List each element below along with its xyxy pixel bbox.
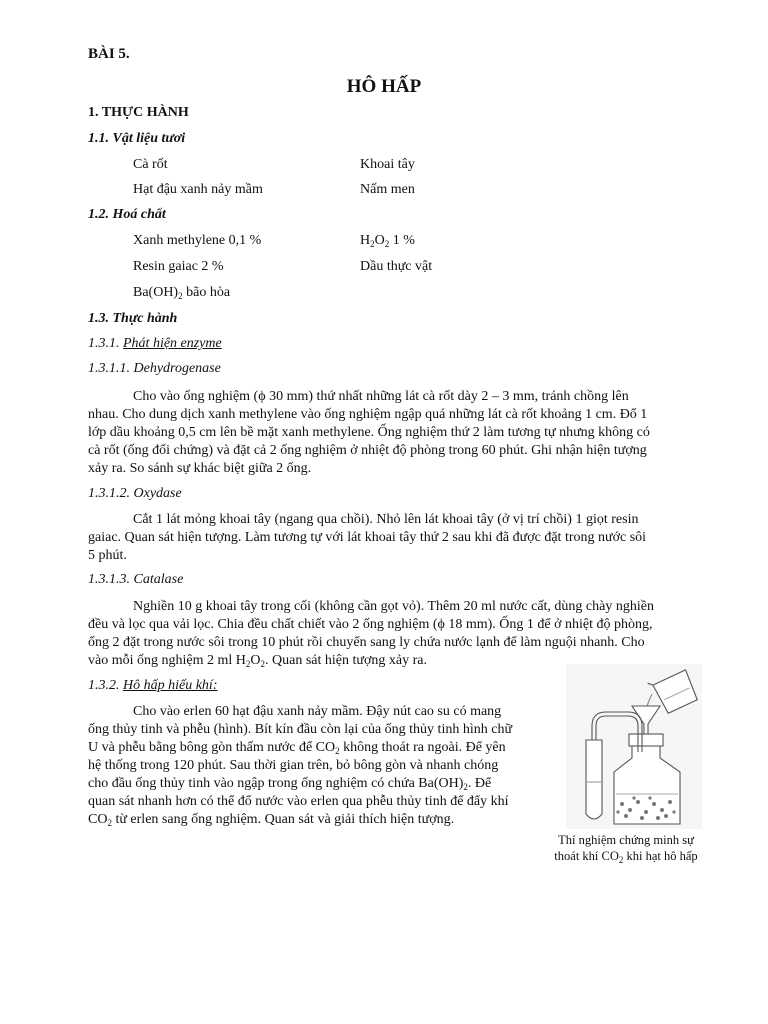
chemical-item: Dầu thực vật	[360, 259, 433, 274]
section-1-2-heading: 1.2. Hoá chất	[88, 207, 166, 222]
section-1-3-1-1-heading: 1.3.1.1. Dehydrogenase	[88, 361, 221, 376]
section-1-3-1-heading: 1.3.1. Phát hiện enzyme	[88, 336, 222, 351]
section-1-3-1-3-heading: 1.3.1.3. Catalase	[88, 572, 184, 587]
page-title: HÔ HẤP	[346, 76, 422, 97]
material-item: Khoai tây	[360, 157, 415, 172]
oxydase-paragraph: Cắt 1 lát mỏng khoai tây (ngang qua chồi). Nhỏ lên lát khoai tây (ở vị trí chồi) 1 giọt resin gaiac. Quan sát hiện tượng. Làm tương tự với lát khoai tây thứ 2 sau khi đã được đặt trong nước sôi 5 phút.	[88, 512, 647, 563]
dehydrogenase-paragraph: Cho vào ống nghiệm (ϕ 30 mm) thứ nhất những lát cà rốt dày 2 – 3 mm, tránh chồng lên nhau. Cho dung dịch xanh methylene vào ống nghiệm ngập quá những lát cà rốt khoảng 1 cm. Đổ 1 lớp dầu khoảng 0,5 cm lên bề mặt xanh methylene. Ống nghiệm thứ 2 làm tương tự nhưng không có cà rốt (ống đối chứng) và đặt cả 2 ống nghiệm ở nhiệt độ phòng trong 60 phút. Ghi nhận hiện tượng xảy ra. So sánh sự khác biệt giữa 2 ống.	[88, 389, 650, 476]
section-1-3-heading: 1.3. Thực hành	[88, 311, 178, 326]
chemical-item-h2o2: $H_2O_2$ 1 %	[360, 233, 415, 249]
test-tube-icon	[586, 740, 602, 819]
chemical-item: Xanh methylene 0,1 %	[133, 233, 262, 248]
material-item: Cà rốt	[133, 157, 168, 172]
figure-caption: Thí nghiệm chứng minh sự thoát khí $CO_2$ khi hạt hô hấp	[554, 833, 698, 865]
section-1-3-2-heading: 1.3.2. Hô hấp hiếu khí:	[88, 678, 218, 693]
section-1-1-heading: 1.1. Vật liệu tươi	[88, 131, 186, 146]
section-1-3-1-2-heading: 1.3.1.2. Oxydase	[88, 486, 182, 501]
experiment-figure	[566, 664, 702, 829]
section-1-heading: 1. THỰC HÀNH	[88, 105, 189, 120]
lesson-label: BÀI 5.	[88, 46, 130, 62]
aerobic-respiration-paragraph: Cho vào erlen 60 hạt đậu xanh nảy mầm. Đậy nút cao su có mang ống thủy tinh và phễu (hình). Bít kín đầu còn lại của ống thủy tinh hình chữ U và phễu bằng bông gòn thấm nước để $CO_2$ không thoát ra ngoài. Để yên hệ thống trong 120 phút. Sau thời gian trên, bỏ bông gòn và nhanh chóng cho đầu ống thủy tinh vào ngập trong ống nghiệm có chứa $Ba(OH)_2$. Để quan sát nhanh hơn có thể đổ nước vào erlen qua phễu thủy tinh để đẩy khí $CO_2$ từ erlen sang ống nghiệm. Quan sát và giải thích hiện tượng.	[88, 704, 513, 828]
apparatus-drawing	[566, 664, 702, 829]
material-item: Nấm men	[360, 182, 415, 197]
material-item: Hạt đậu xanh nảy mầm	[133, 182, 263, 197]
chemical-item: Resin gaiac 2 %	[133, 259, 224, 274]
chemical-item-baoh: $Ba(OH)_2$ bão hòa	[133, 285, 231, 301]
catalase-paragraph: Nghiền 10 g khoai tây trong cối (không cần gọt vỏ). Thêm 20 ml nước cất, dùng chày nghiền đều và lọc qua vải lọc. Chia đều chất chiết vào 2 ống nghiệm (ϕ 18 mm). Ống 1 để ở nhiệt độ phòng, ống 2 đặt trong nước sôi trong 10 phút rồi chuyển sang ly chứa nước lạnh để làm nguội nhanh. Cho vào mỗi ống nghiệm 2 ml $H_2O_2$. Quan sát hiện tượng xảy ra.	[88, 599, 654, 669]
